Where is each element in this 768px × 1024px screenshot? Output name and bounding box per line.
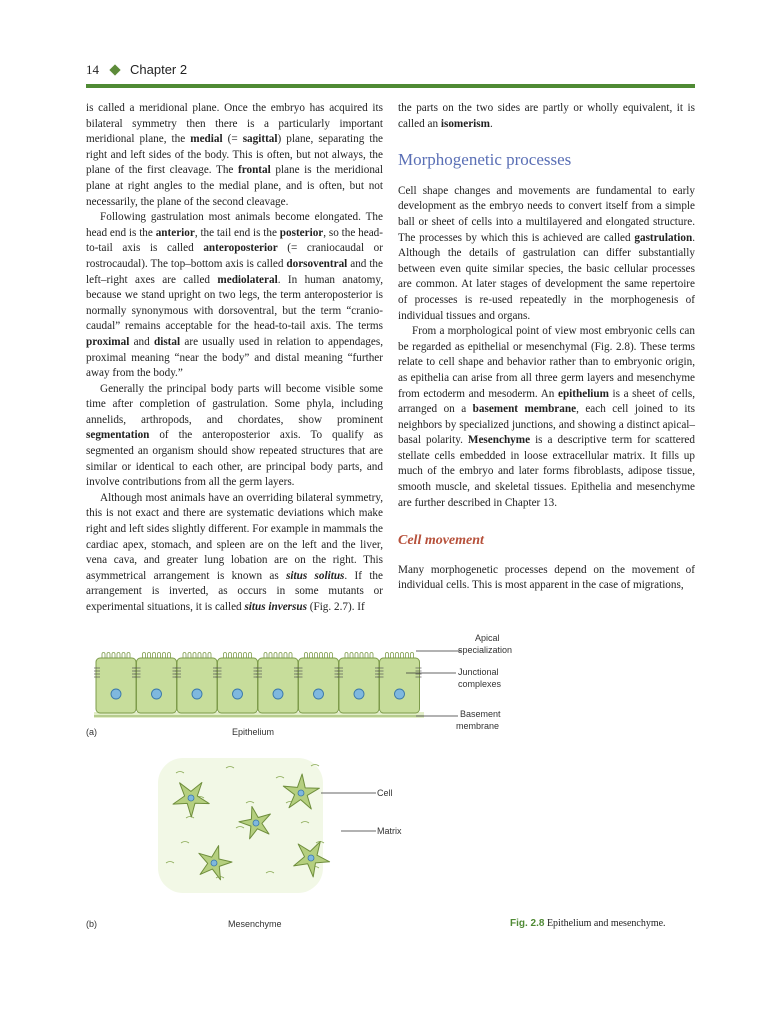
paragraph: From a morphological point of view most embryonic cells can be regarded as epithelial or mesenchymal (Fig. 2.8). These terms relate to cell shape and behavior rather than to embryonic origin, as epithelia can arise from all three germ layers and mesenchyme from ectoderm and mesoderm. An epithelium is a sheet of cells, arranged on a basement membrane, each cell joined to its neighbors by specialized junctions, and showing a distinct apical–basal polarity. Mesenchyme is a descriptive term for scattered stellate cells embedded in loose extracellular matrix. It fills up much of the embryo and later forms fibroblasts, adipose tissue, smooth muscle, and skeletal tissues. Epithelia and mesenchyme are further described in Chapter 13. [398, 325, 695, 509]
label-membrane: membrane [456, 721, 500, 731]
label-apical: Apical [475, 633, 500, 643]
epithelial-cell [337, 653, 381, 714]
subsection-title: Cell movement [398, 533, 484, 549]
figure-number: Fig. 2.8 [510, 918, 545, 929]
diamond-icon [109, 64, 120, 75]
epithelium-diagram [94, 653, 424, 719]
figure-illustration [86, 628, 695, 928]
label-specialization: specialization [458, 645, 513, 655]
paragraph: Cell shape changes and movements are fundamental to early development as the embryo needs to convert itself from a simple ball or sheet of cells into a multilayered and elongated structure. The processes by which this is achieved are called gastrulation. Although the details of gastrulation can differ substantially between even quite similar species, the basic cellular processes are common. At later stages of development the same repertoire of processes is re-used repeatedly in the morphogenesis of individual tissues and organs. [398, 184, 695, 322]
right-column [398, 101, 695, 594]
figure [86, 628, 695, 938]
left-column [86, 101, 383, 616]
label-a: (a) [86, 727, 97, 737]
figure-caption [510, 918, 666, 929]
label-matrix: Matrix [377, 826, 402, 836]
epithelial-cell [135, 653, 179, 714]
epithelial-cell [216, 653, 260, 714]
mesenchyme-diagram [158, 758, 330, 893]
epithelial-cell [256, 653, 300, 714]
section-title: Morphogenetic processes [398, 150, 572, 170]
page-number: 14 [86, 62, 99, 77]
label-cell: Cell [377, 788, 393, 798]
label-b: (b) [86, 919, 97, 929]
label-mesenchyme: Mesenchyme [228, 919, 282, 929]
chapter-title: Chapter 2 [130, 62, 188, 77]
paragraph: Generally the principal body parts will become visible some time after completion of gastrulation. Some phyla, including annelids, arthropods, and chordates, show prominent segmentation of the anteroposterior axis. To qualify as segmented an organism should show repeated structures that are similar or identical to each other, are principal body parts, and involve contributions from all the germ layers. [86, 382, 383, 489]
page-header [86, 62, 695, 82]
label-basement: Basement [460, 709, 501, 719]
paragraph: the parts on the two sides are partly or wholly equivalent, it is called an isomerism. [398, 102, 695, 130]
epithelial-cell [297, 653, 341, 714]
epithelial-cell [94, 653, 138, 714]
figure-caption-text: Epithelium and mesenchyme. [546, 918, 666, 929]
paragraph: Following gastrulation most animals become elongated. The head end is the anterior, the tail end is the posterior, so the head-to-tail axis is called anteroposterior (= craniocaudal or rostrocaudal). The top–bottom axis is called dorsoventral and the left–right axes are called mediolateral. In human anatomy, because we stand upright on two legs, the term anteroposterior is normally synonymous with dorsoventral, but the term “craniocaudal” remains acceptable for the head-to-tail axis. The terms proximal and distal are usually used in relation to appendages, proximal meaning “near the body” and distal meaning “further away from the body.” [86, 211, 383, 380]
label-epithelium: Epithelium [232, 727, 275, 737]
paragraph: Although most animals have an overriding bilateral symmetry, this is not exact and there are systematic deviations which make right and left sides slightly different. For example in mammals the cardiac apex, stomach, and spleen are on the left and the liver, vena cava, and greater lung lobation are on the right. This asymmetrical arrangement is known as situs solitus. If the arrangement is inverted, as occurs in some mutants or experimental situations, it is called situs inversus (Fig. 2.7). If [86, 491, 383, 613]
label-complexes: complexes [458, 679, 502, 689]
epithelial-cell [378, 653, 422, 714]
paragraph: is called a meridional plane. Once the embryo has acquired its bilateral symmetry then there is a particularly important meridional plane, the medial (= sagittal) plane, separating the right and left sides of the body. This is often, but not always, the plane of the first cleavage. The frontal plane is the meridional plane at right angles to the medial plane, and is often, but not necessarily, the plane of the second cleavage. [86, 102, 384, 208]
label-junctional: Junctional [458, 667, 499, 677]
header-rule [86, 84, 695, 88]
paragraph: Many morphogenetic processes depend on the movement of individual cells. This is most apparent in the case of migrations, [398, 563, 695, 592]
epithelial-cell [175, 653, 219, 714]
